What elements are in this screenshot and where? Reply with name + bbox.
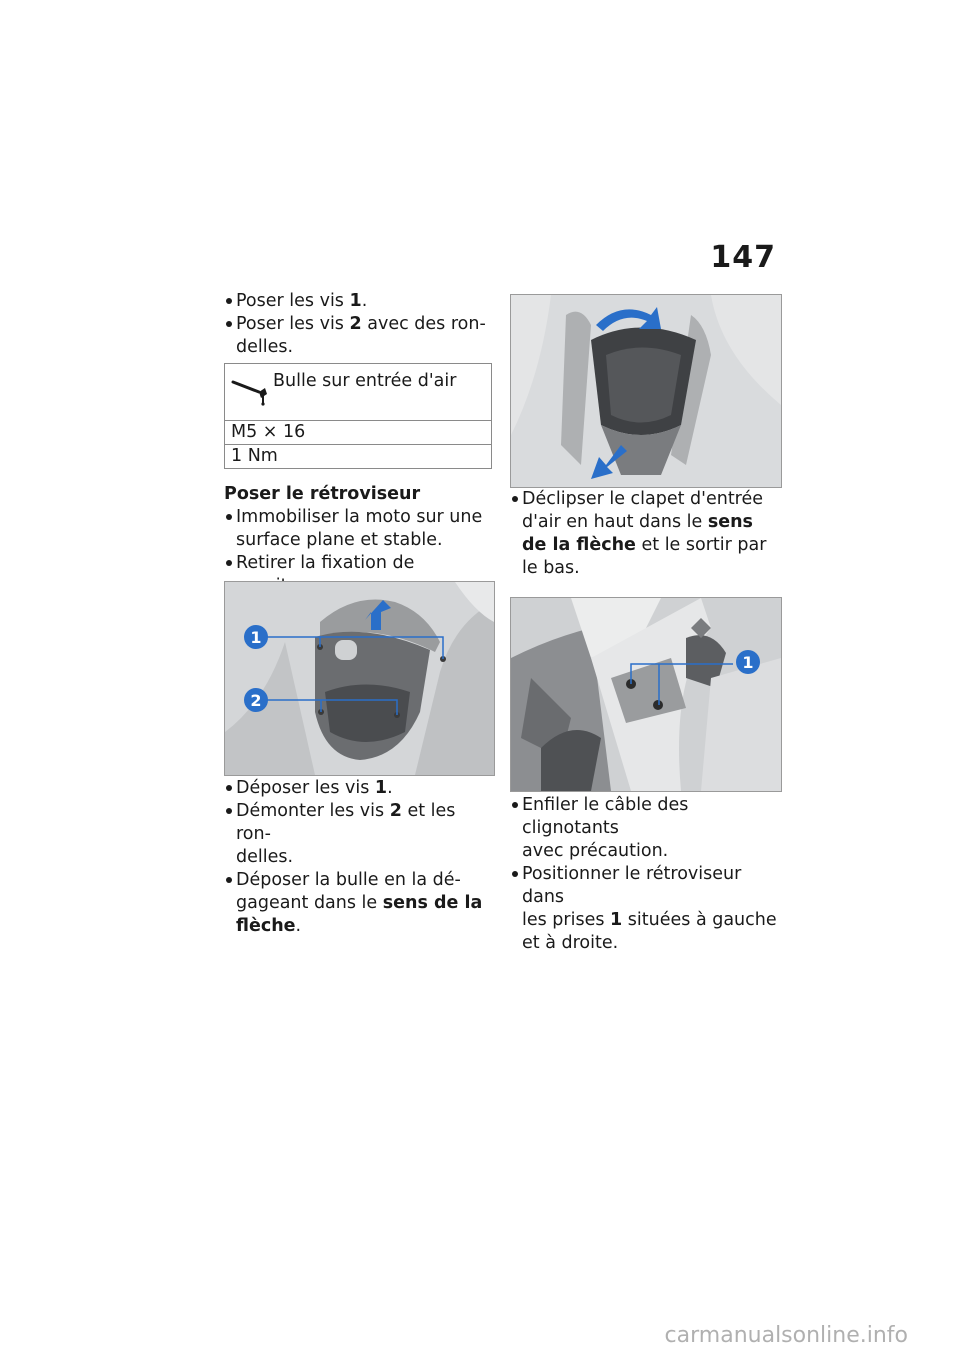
right-column-lower	[510, 794, 782, 955]
step-install-screws-2: Poser les vis 2 avec des ron- delles.	[224, 313, 492, 359]
step-install-screws-1: Poser les vis 1.	[224, 290, 492, 313]
callout-1: 1	[250, 628, 262, 647]
page-number: 147	[710, 240, 776, 275]
figure-windscreen-screws	[224, 581, 495, 776]
step-unclip-flap: Déclipser le clapet d'entrée d'air en haut dans le sens de la flèche et le sortir par le bas.	[510, 488, 782, 580]
air-intake-flap-illustration	[511, 295, 781, 487]
step-remove-screws: Déposer les vis 1.	[224, 777, 494, 800]
callout-sockets-1: 1	[742, 653, 754, 672]
figure-mirror-sockets	[510, 597, 782, 792]
torque-table-value: 1 Nm	[231, 446, 278, 466]
left-column-lower	[224, 777, 494, 938]
step-immobilize: Immobiliser la moto sur une surface plane et stable.	[224, 506, 492, 552]
left-column	[224, 290, 492, 598]
callout-2: 2	[250, 691, 262, 710]
mirror-sockets-illustration	[511, 598, 781, 791]
step-remove-windscreen: Déposer la bulle en la dé- gageant dans le sens de la flèche.	[224, 869, 494, 938]
step-remove-fixation: Retirer la fixation de	[224, 552, 492, 598]
torque-table-header	[225, 364, 491, 421]
torque-table-size: M5 × 16	[225, 421, 491, 445]
windscreen-screws-illustration	[225, 582, 494, 775]
step-thread-cable: Enfiler le câble des clignotants avec précaution.	[510, 794, 782, 863]
torque-table	[224, 363, 492, 469]
torque-table-title: Bulle sur entrée d'air	[273, 371, 457, 391]
step-position-mirror: Positionner le rétroviseur dans les prises 1 situées à gauche et à droite.	[510, 863, 782, 955]
watermark: carmanualsonline.info	[664, 1323, 908, 1348]
figure-air-intake-flap	[510, 294, 782, 488]
section-heading: Poser le rétroviseur	[224, 484, 421, 504]
torque-wrench-icon	[231, 372, 271, 406]
right-column-upper	[510, 488, 782, 580]
step-dismantle-screws: Démonter les vis 2 et les ron- delles.	[224, 800, 494, 869]
